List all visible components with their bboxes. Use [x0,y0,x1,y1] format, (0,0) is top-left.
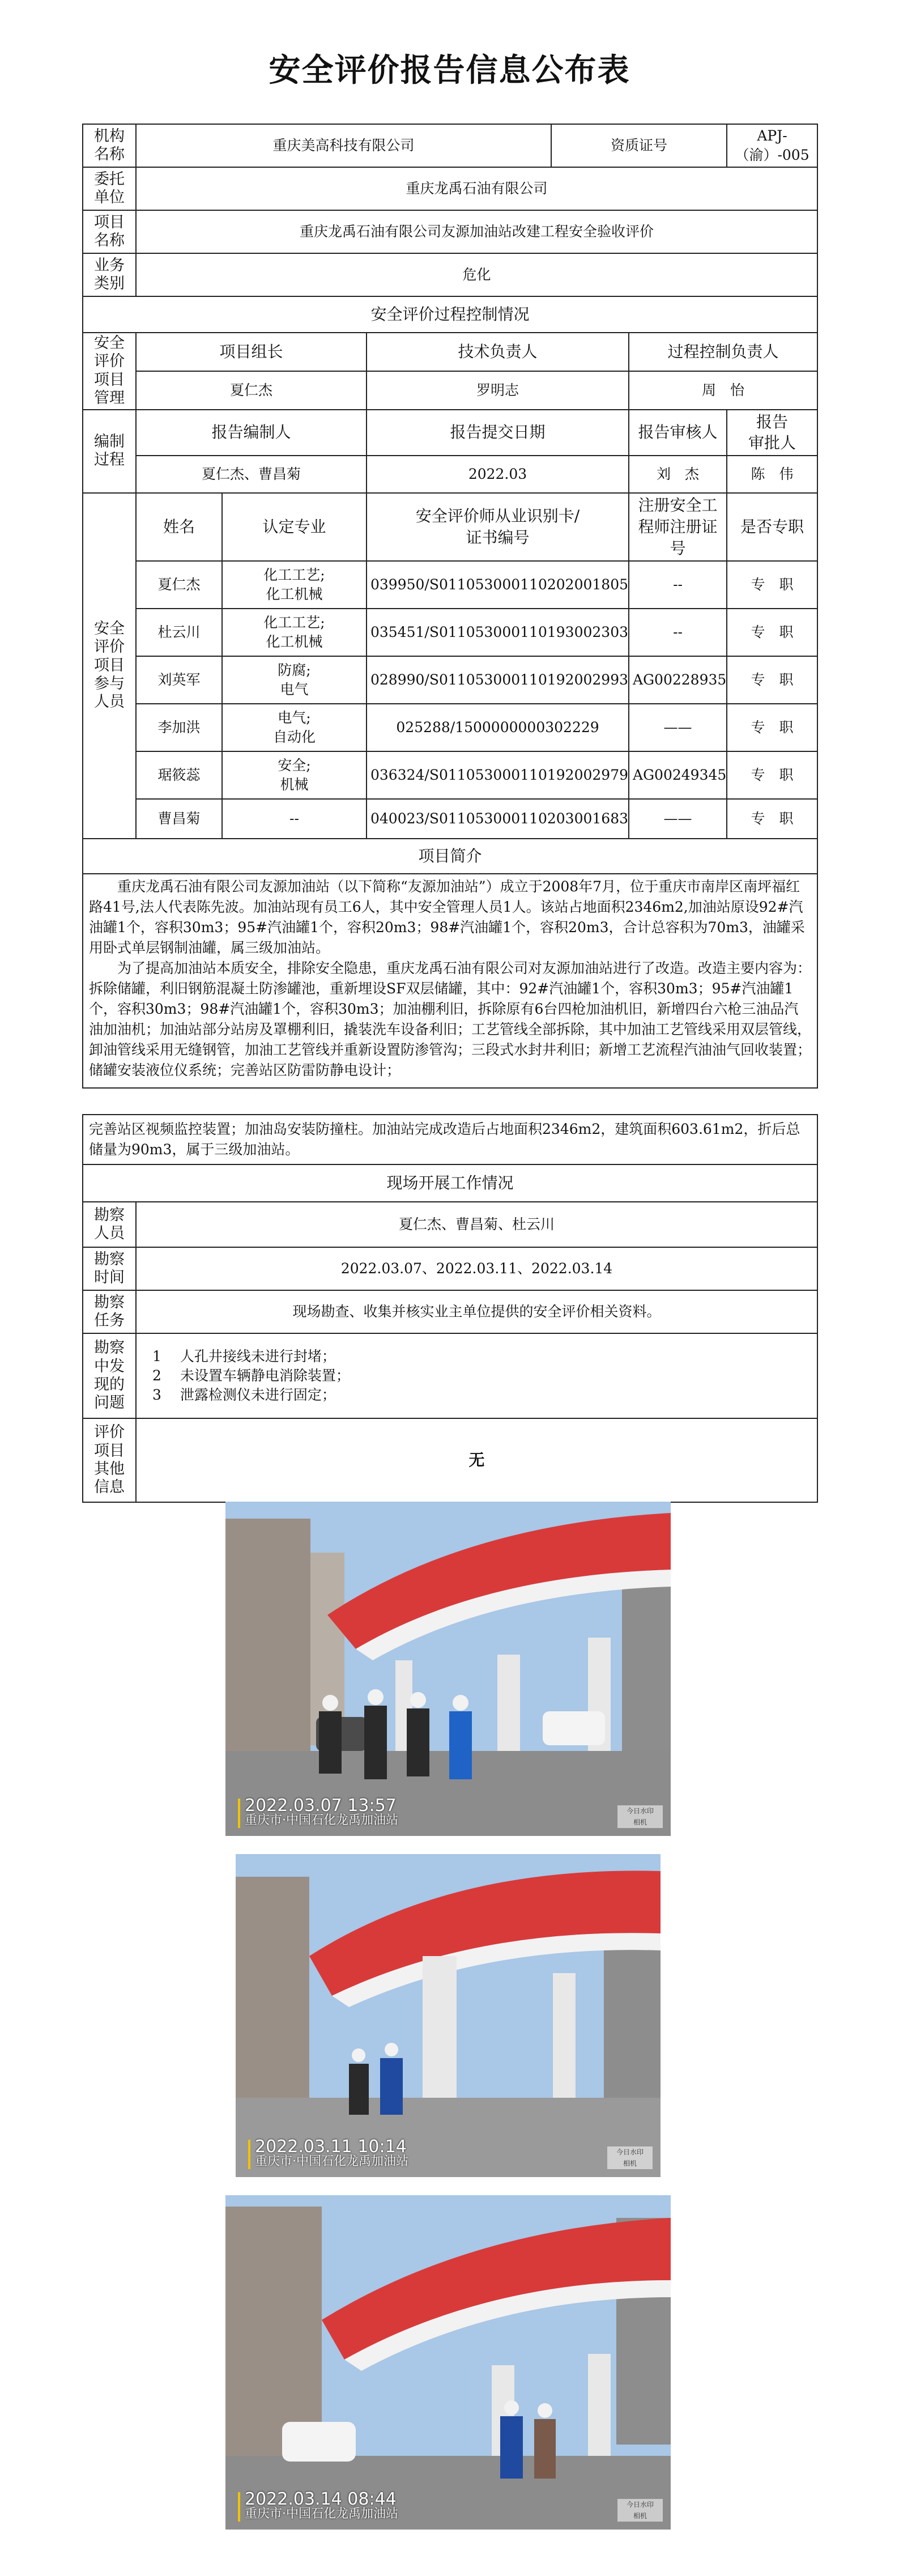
site-title: 现场开展工作情况 [83,1164,817,1202]
staff-reg: —— [629,704,727,751]
compile-approver: 陈 伟 [727,456,817,493]
staff-major: -- [222,799,367,839]
photo-timestamp: 2022.03.14 08:44 重庆市·中国石化龙禹加油站 [238,2492,398,2522]
intro-paragraph-1: 重庆龙禹石油有限公司友源加油站（以下简称“友源加油站”）成立于2008年7月，位于重庆市南岸区南坪福红路41号,法人代表陈先波。加油站现有员工6人，其中安全管理人员1人。该站占地面积2346m2,加油站原设92#汽油罐1个，容积30m3；95#汽油罐1个，容积20m3；98#汽油罐1个，容积20m3，合计总容积为70m3，油罐采用卧式单层钢制油罐，属三级加油站。 [89,878,805,956]
site-photo-1 [225,1502,671,1836]
staff-name: 刘英军 [136,656,222,704]
intro-paragraph-3: 完善站区视频监控装置；加油岛安装防撞柱。加油站完成改造后占地面积2346m2，建筑面积603.61m2，折后总储量为90m3，属于三级加油站。 [83,1115,817,1164]
compile-author: 夏仁杰、曹昌菊 [136,456,367,493]
staff-reg: -- [629,609,727,656]
staff-major: 电气; 自动化 [222,704,367,751]
client-value: 重庆龙禹石油有限公司 [136,167,817,210]
watermark-logo: 今日水印 相机 [617,1805,663,1828]
site-photo-3 [225,2195,671,2530]
survey-task: 现场勘查、收集并核实业主单位提供的安全评价相关资料。 [136,1290,817,1333]
survey-time-label: 勘察 时间 [83,1247,136,1290]
org-label: 机构 名称 [83,124,136,167]
staff-fulltime: 专 职 [727,799,817,839]
compile-header-author: 报告编制人 [136,410,367,456]
staff-fulltime: 专 职 [727,656,817,704]
staff-fulltime: 专 职 [727,561,817,609]
watermark-logo: 今日水印 相机 [617,2499,663,2522]
table-row [83,704,817,751]
list-item: 2 未设置车辆静电消除装置； [152,1367,350,1384]
staff-card: 039950/S011053000110202001805 [367,561,629,609]
mgmt-leader: 夏仁杰 [136,371,367,410]
compile-header-reviewer: 报告审核人 [629,410,727,456]
site-photo-2 [236,1854,661,2177]
staff-name: 杜云川 [136,609,222,656]
table-row [83,799,817,839]
compile-header-approver: 报告 审批人 [727,410,817,456]
survey-staff-label: 勘察 人员 [83,1202,136,1247]
table-row [83,609,817,656]
photo-timestamp: 2022.03.07 13:57 重庆市·中国石化龙禹加油站 [238,1799,398,1828]
table-row [83,751,817,799]
survey-staff: 夏仁杰、曹昌菊、杜云川 [136,1202,817,1247]
staff-major: 化工工艺; 化工机械 [222,561,367,609]
staff-card: 036324/S011053000110192002979 [367,751,629,799]
staff-card: 035451/S011053000110193002303 [367,609,629,656]
client-label: 委托 单位 [83,167,136,210]
table-row [83,561,817,609]
process-title: 安全评价过程控制情况 [83,296,817,333]
compile-label: 编制 过程 [83,410,136,494]
staff-header-fulltime: 是否专职 [727,493,817,560]
staff-name: 曹昌菊 [136,799,222,839]
mgmt-header-process: 过程控制负责人 [629,333,817,371]
survey-time: 2022.03.07、2022.03.11、2022.03.14 [136,1247,817,1290]
staff-reg: —— [629,799,727,839]
intro-title: 项目简介 [83,839,817,874]
staff-header-reg: 注册安全工 程师注册证 号 [629,493,727,560]
photo-timestamp: 2022.03.11 10:14 重庆市·中国石化龙禹加油站 [248,2140,408,2169]
staff-reg: AG00228935 [629,656,727,704]
staff-card: 028990/S011053000110192002993 [367,656,629,704]
cert-no: APJ-（渝）-005 [727,124,817,167]
staff-major: 化工工艺; 化工机械 [222,609,367,656]
staff-card: 025288/1500000000302229 [367,704,629,751]
survey-task-label: 勘察 任务 [83,1290,136,1333]
staff-name: 琚筱蕊 [136,751,222,799]
management-label: 安全 评价 项目 管理 [83,333,136,410]
staff-header-card: 安全评价师从业识别卡/ 证书编号 [367,493,629,560]
staff-label: 安全 评价 项目 参与 人员 [83,493,136,838]
survey-issues [136,1333,817,1418]
staff-header-name: 姓名 [136,493,222,560]
site-table [82,1114,818,1503]
staff-fulltime: 专 职 [727,751,817,799]
survey-issues-label: 勘察 中发 现的 问题 [83,1333,136,1418]
mgmt-header-leader: 项目组长 [136,333,367,371]
intro-text [83,874,817,1088]
list-item: 1 人孔井接线未进行封堵； [152,1348,336,1365]
staff-card: 040023/S011053000110203001683 [367,799,629,839]
staff-major: 安全; 机械 [222,751,367,799]
other-info: 无 [136,1418,817,1502]
staff-fulltime: 专 职 [727,609,817,656]
business-label: 业务 类别 [83,253,136,296]
watermark-logo: 今日水印 相机 [607,2146,653,2169]
staff-name: 李加洪 [136,704,222,751]
list-item: 3 泄露检测仪未进行固定； [152,1386,336,1403]
staff-name: 夏仁杰 [136,561,222,609]
compile-header-date: 报告提交日期 [367,410,629,456]
mgmt-header-tech: 技术负责人 [367,333,629,371]
staff-reg: -- [629,561,727,609]
compile-date: 2022.03 [367,456,629,493]
mgmt-process: 周 怡 [629,371,817,410]
staff-fulltime: 专 职 [727,704,817,751]
project-value: 重庆龙禹石油有限公司友源加油站改建工程安全验收评价 [136,210,817,253]
cert-label: 资质证号 [551,124,727,167]
compile-reviewer: 刘 杰 [629,456,727,493]
page-title: 安全评价报告信息公布表 [269,52,630,89]
info-table [82,124,818,1089]
business-value: 危化 [136,253,817,296]
other-info-label: 评价 项目 其他 信息 [83,1418,136,1502]
table-row [83,656,817,704]
staff-major: 防腐; 电气 [222,656,367,704]
org-name: 重庆美高科技有限公司 [136,124,551,167]
staff-reg: AG00249345 [629,751,727,799]
staff-header-major: 认定专业 [222,493,367,560]
intro-paragraph-2: 为了提高加油站本质安全，排除安全隐患，重庆龙禹石油有限公司对友源加油站进行了改造。改造主要内容为：拆除储罐，利旧钢筋混凝土防渗罐池，重新埋设SF双层储罐，其中：92#汽油罐1个，容积30m3；95#汽油罐1个，容积30m3；98#汽油罐1个，容积30m3；加油棚利旧，拆除原有6台四枪加油机旧，新增四台六枪三油品汽油加油机；加油站部分站房及罩棚利旧，撬装洗车设备利旧；工艺管线全部拆除，其中加油工艺管线采用双层管线，卸油管线采用无缝钢管，加油工艺管线并重新设置防渗管沟；三段式水封井利旧；新增工艺流程汽油油气回收装置；储罐安装液位仪系统；完善站区防雷防静电设计； [89,959,812,1078]
mgmt-tech: 罗明志 [367,371,629,410]
project-label: 项目 名称 [83,210,136,253]
